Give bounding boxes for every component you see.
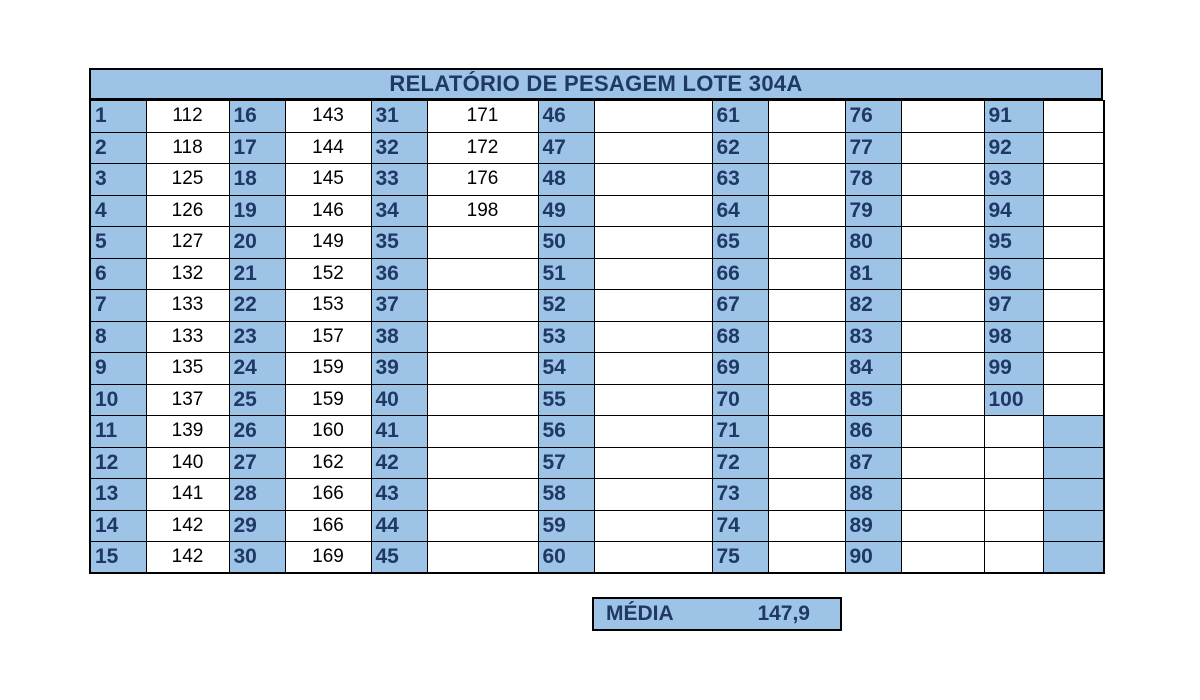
- index-cell: 13: [90, 479, 146, 511]
- index-cell: 58: [538, 479, 594, 511]
- index-cell: 44: [371, 510, 427, 542]
- index-cell: 10: [90, 384, 146, 416]
- weight-cell: 152: [285, 258, 371, 290]
- weight-cell: [901, 321, 984, 353]
- weight-cell: [901, 227, 984, 259]
- weight-cell: 132: [146, 258, 229, 290]
- weight-cell: 142: [146, 510, 229, 542]
- report-title: RELATÓRIO DE PESAGEM LOTE 304A: [89, 68, 1103, 100]
- index-cell: 53: [538, 321, 594, 353]
- index-cell: 67: [712, 290, 768, 322]
- weight-cell: [768, 416, 845, 448]
- index-cell: 97: [984, 290, 1043, 322]
- index-cell: 75: [712, 542, 768, 574]
- index-cell: 94: [984, 195, 1043, 227]
- weight-cell: [427, 321, 538, 353]
- index-cell: 40: [371, 384, 427, 416]
- index-cell: 12: [90, 447, 146, 479]
- index-cell: 9: [90, 353, 146, 385]
- weight-cell: [768, 227, 845, 259]
- weight-cell: [427, 384, 538, 416]
- weighing-report-sheet: [89, 68, 1103, 574]
- index-cell: 15: [90, 542, 146, 574]
- table-row: [90, 416, 1104, 448]
- index-cell: 61: [712, 101, 768, 133]
- weight-cell: [768, 447, 845, 479]
- index-cell: 69: [712, 353, 768, 385]
- weight-cell: [901, 384, 984, 416]
- index-cell: 27: [229, 447, 285, 479]
- weights-table-body: [90, 101, 1104, 574]
- index-cell: 54: [538, 353, 594, 385]
- weight-cell: [1043, 195, 1104, 227]
- table-row: [90, 353, 1104, 385]
- index-cell: 64: [712, 195, 768, 227]
- table-row: [90, 479, 1104, 511]
- weight-cell: [1043, 416, 1104, 448]
- index-cell: 93: [984, 164, 1043, 196]
- weight-cell: 137: [146, 384, 229, 416]
- average-value: 147,9: [757, 602, 810, 625]
- weight-cell: [427, 227, 538, 259]
- table-row: [90, 447, 1104, 479]
- average-box: [592, 597, 842, 631]
- index-cell: 82: [845, 290, 901, 322]
- table-row: [90, 195, 1104, 227]
- index-cell: 65: [712, 227, 768, 259]
- index-cell: 85: [845, 384, 901, 416]
- index-cell: 95: [984, 227, 1043, 259]
- table-row: [90, 101, 1104, 133]
- index-cell: 96: [984, 258, 1043, 290]
- table-row: [90, 384, 1104, 416]
- weight-cell: 159: [285, 384, 371, 416]
- index-cell: 26: [229, 416, 285, 448]
- weight-cell: [901, 258, 984, 290]
- index-cell: 78: [845, 164, 901, 196]
- index-cell: 31: [371, 101, 427, 133]
- index-cell: 20: [229, 227, 285, 259]
- weight-cell: [768, 132, 845, 164]
- index-cell: 89: [845, 510, 901, 542]
- weight-cell: [427, 447, 538, 479]
- weight-cell: 157: [285, 321, 371, 353]
- weight-cell: 141: [146, 479, 229, 511]
- index-cell: 18: [229, 164, 285, 196]
- weight-cell: [427, 479, 538, 511]
- weight-cell: 153: [285, 290, 371, 322]
- index-cell: 7: [90, 290, 146, 322]
- weight-cell: [1043, 132, 1104, 164]
- index-cell: 73: [712, 479, 768, 511]
- index-cell: 45: [371, 542, 427, 574]
- index-cell: 84: [845, 353, 901, 385]
- weight-cell: 198: [427, 195, 538, 227]
- index-cell: 57: [538, 447, 594, 479]
- index-cell: 56: [538, 416, 594, 448]
- index-cell: 24: [229, 353, 285, 385]
- table-row: [90, 132, 1104, 164]
- weight-cell: 171: [427, 101, 538, 133]
- weight-cell: [1043, 321, 1104, 353]
- weight-cell: [768, 321, 845, 353]
- weight-cell: [768, 290, 845, 322]
- weight-cell: 126: [146, 195, 229, 227]
- index-cell: 52: [538, 290, 594, 322]
- index-cell: 43: [371, 479, 427, 511]
- index-cell: 98: [984, 321, 1043, 353]
- weight-cell: 127: [146, 227, 229, 259]
- weight-cell: [1043, 290, 1104, 322]
- weight-cell: [594, 353, 712, 385]
- weight-cell: 144: [285, 132, 371, 164]
- index-cell: 39: [371, 353, 427, 385]
- index-cell: 35: [371, 227, 427, 259]
- index-cell: 86: [845, 416, 901, 448]
- index-cell: 68: [712, 321, 768, 353]
- index-cell: [984, 479, 1043, 511]
- index-cell: 74: [712, 510, 768, 542]
- index-cell: [984, 542, 1043, 574]
- index-cell: 62: [712, 132, 768, 164]
- weight-cell: [1043, 447, 1104, 479]
- weight-cell: [768, 258, 845, 290]
- index-cell: 4: [90, 195, 146, 227]
- index-cell: 25: [229, 384, 285, 416]
- weight-cell: [768, 542, 845, 574]
- weight-cell: [594, 447, 712, 479]
- weight-cell: 143: [285, 101, 371, 133]
- weight-cell: [768, 101, 845, 133]
- weight-cell: [594, 101, 712, 133]
- weight-cell: [901, 195, 984, 227]
- weight-cell: [901, 447, 984, 479]
- index-cell: 90: [845, 542, 901, 574]
- weight-cell: [594, 195, 712, 227]
- average-label: MÉDIA: [606, 602, 674, 625]
- index-cell: 3: [90, 164, 146, 196]
- weight-cell: [901, 542, 984, 574]
- table-row: [90, 258, 1104, 290]
- table-row: [90, 227, 1104, 259]
- weight-cell: [427, 258, 538, 290]
- weight-cell: 166: [285, 479, 371, 511]
- index-cell: 48: [538, 164, 594, 196]
- index-cell: 6: [90, 258, 146, 290]
- table-row: [90, 164, 1104, 196]
- weight-cell: [768, 195, 845, 227]
- weight-cell: [768, 384, 845, 416]
- weight-cell: [594, 416, 712, 448]
- index-cell: 5: [90, 227, 146, 259]
- weight-cell: [1043, 258, 1104, 290]
- weight-cell: [1043, 227, 1104, 259]
- index-cell: 23: [229, 321, 285, 353]
- weight-cell: [427, 290, 538, 322]
- index-cell: 28: [229, 479, 285, 511]
- weight-cell: 133: [146, 290, 229, 322]
- weight-cell: 176: [427, 164, 538, 196]
- index-cell: 46: [538, 101, 594, 133]
- weight-cell: [1043, 164, 1104, 196]
- weight-cell: 159: [285, 353, 371, 385]
- weight-cell: [1043, 101, 1104, 133]
- weight-cell: [768, 510, 845, 542]
- index-cell: 21: [229, 258, 285, 290]
- index-cell: 22: [229, 290, 285, 322]
- index-cell: 77: [845, 132, 901, 164]
- index-cell: 1: [90, 101, 146, 133]
- weight-cell: [901, 101, 984, 133]
- table-row: [90, 290, 1104, 322]
- index-cell: 50: [538, 227, 594, 259]
- table-row: [90, 321, 1104, 353]
- index-cell: 88: [845, 479, 901, 511]
- weight-cell: 149: [285, 227, 371, 259]
- weight-cell: 169: [285, 542, 371, 574]
- weight-cell: 118: [146, 132, 229, 164]
- index-cell: 83: [845, 321, 901, 353]
- weight-cell: [768, 479, 845, 511]
- weight-cell: [901, 132, 984, 164]
- index-cell: 8: [90, 321, 146, 353]
- weight-cell: [901, 510, 984, 542]
- weight-cell: [1043, 542, 1104, 574]
- weight-cell: [768, 353, 845, 385]
- weight-cell: 133: [146, 321, 229, 353]
- weight-cell: [427, 510, 538, 542]
- weight-cell: [594, 384, 712, 416]
- weight-cell: 160: [285, 416, 371, 448]
- weight-cell: [1043, 353, 1104, 385]
- index-cell: 80: [845, 227, 901, 259]
- weight-cell: 125: [146, 164, 229, 196]
- index-cell: 100: [984, 384, 1043, 416]
- weight-cell: 135: [146, 353, 229, 385]
- index-cell: 16: [229, 101, 285, 133]
- index-cell: 29: [229, 510, 285, 542]
- weight-cell: 162: [285, 447, 371, 479]
- table-row: [90, 542, 1104, 574]
- weight-cell: [594, 542, 712, 574]
- weight-cell: [427, 542, 538, 574]
- index-cell: 37: [371, 290, 427, 322]
- weight-cell: [1043, 479, 1104, 511]
- weight-cell: [901, 353, 984, 385]
- weight-cell: 145: [285, 164, 371, 196]
- index-cell: 51: [538, 258, 594, 290]
- index-cell: 66: [712, 258, 768, 290]
- weight-cell: 140: [146, 447, 229, 479]
- weight-cell: 166: [285, 510, 371, 542]
- index-cell: 81: [845, 258, 901, 290]
- index-cell: 47: [538, 132, 594, 164]
- weight-cell: [1043, 510, 1104, 542]
- index-cell: 87: [845, 447, 901, 479]
- table-row: [90, 510, 1104, 542]
- weight-cell: [594, 321, 712, 353]
- weight-cell: [901, 164, 984, 196]
- index-cell: 34: [371, 195, 427, 227]
- weight-cell: [594, 290, 712, 322]
- weight-cell: 139: [146, 416, 229, 448]
- index-cell: 79: [845, 195, 901, 227]
- index-cell: 41: [371, 416, 427, 448]
- index-cell: 30: [229, 542, 285, 574]
- index-cell: 55: [538, 384, 594, 416]
- index-cell: 72: [712, 447, 768, 479]
- weight-cell: 112: [146, 101, 229, 133]
- weight-cell: [901, 290, 984, 322]
- weight-cell: [594, 227, 712, 259]
- weight-cell: [427, 416, 538, 448]
- weight-cell: 142: [146, 542, 229, 574]
- weight-cell: [594, 164, 712, 196]
- weight-cell: [594, 510, 712, 542]
- index-cell: 92: [984, 132, 1043, 164]
- index-cell: 33: [371, 164, 427, 196]
- index-cell: [984, 510, 1043, 542]
- weight-cell: [594, 258, 712, 290]
- index-cell: 71: [712, 416, 768, 448]
- index-cell: 36: [371, 258, 427, 290]
- index-cell: 49: [538, 195, 594, 227]
- index-cell: 91: [984, 101, 1043, 133]
- index-cell: 70: [712, 384, 768, 416]
- weight-cell: [427, 353, 538, 385]
- index-cell: 11: [90, 416, 146, 448]
- index-cell: 63: [712, 164, 768, 196]
- weights-table: [89, 100, 1105, 574]
- index-cell: 19: [229, 195, 285, 227]
- index-cell: 60: [538, 542, 594, 574]
- index-cell: 99: [984, 353, 1043, 385]
- index-cell: 17: [229, 132, 285, 164]
- index-cell: [984, 416, 1043, 448]
- weight-cell: [1043, 384, 1104, 416]
- index-cell: [984, 447, 1043, 479]
- weight-cell: 172: [427, 132, 538, 164]
- index-cell: 59: [538, 510, 594, 542]
- weight-cell: [901, 479, 984, 511]
- index-cell: 42: [371, 447, 427, 479]
- weight-cell: [768, 164, 845, 196]
- weight-cell: [594, 479, 712, 511]
- index-cell: 2: [90, 132, 146, 164]
- weight-cell: [901, 416, 984, 448]
- weight-cell: [594, 132, 712, 164]
- index-cell: 38: [371, 321, 427, 353]
- index-cell: 14: [90, 510, 146, 542]
- weight-cell: 146: [285, 195, 371, 227]
- index-cell: 32: [371, 132, 427, 164]
- index-cell: 76: [845, 101, 901, 133]
